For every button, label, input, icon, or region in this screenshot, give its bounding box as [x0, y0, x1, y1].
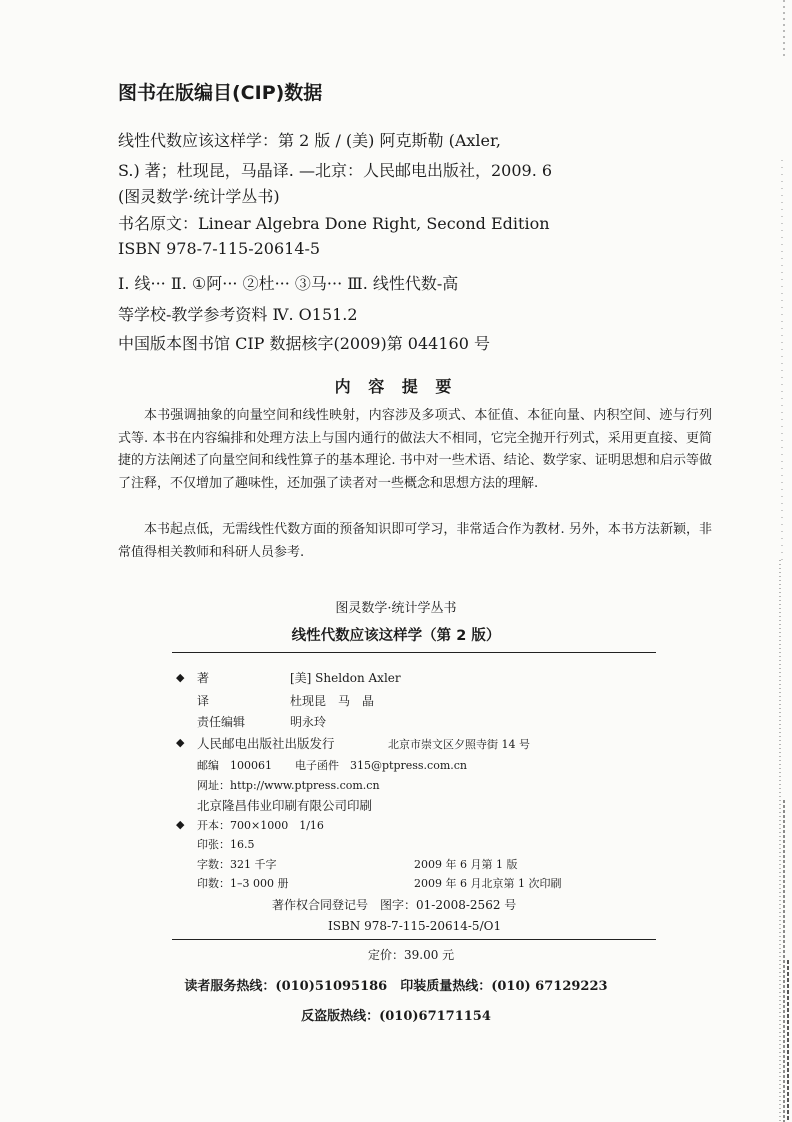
cip-line-4: 书名原文：Linear Algebra Done Right, Second Edition — [118, 214, 550, 233]
bullet-icon: ◆ — [176, 818, 185, 831]
bullet-icon: ◆ — [176, 736, 185, 749]
cip-line-3: (图灵数学·统计学丛书) — [118, 187, 280, 206]
cip-line-5: ISBN 978-7-115-20614-5 — [118, 239, 321, 258]
translator-label: 译 — [197, 694, 210, 708]
cip-line-8: 中国版本图书馆 CIP 数据核字(2009)第 044160 号 — [118, 334, 490, 353]
word-count: 字数：321 千字 — [197, 858, 277, 871]
book-title: 线性代数应该这样学（第 2 版） — [291, 628, 501, 644]
bottom-rule — [172, 939, 656, 940]
edition-date: 2009 年 6 月第 1 版 — [414, 858, 518, 871]
translator-value: 杜现昆 马 晶 — [290, 694, 375, 708]
printer: 北京隆昌伟业印刷有限公司印刷 — [197, 798, 373, 813]
cip-line-6: Ⅰ. 线··· Ⅱ. ①阿··· ②杜··· ③马··· Ⅲ. 线性代数-高 — [118, 274, 459, 293]
bullet-icon: ◆ — [176, 671, 185, 684]
top-rule — [172, 652, 656, 653]
postcode: 邮编 100061 — [197, 759, 272, 772]
cip-line-7: 等学校-教学参考资料 Ⅳ. O151.2 — [118, 305, 358, 324]
printing-date: 2009 年 6 月北京第 1 次印刷 — [414, 877, 562, 890]
copyright-registration: 著作权合同登记号 图字：01-2008-2562 号 — [272, 898, 517, 912]
book-format: 开本：700×1000 1/16 — [197, 819, 324, 832]
summary-title: 内 容 提 要 — [334, 377, 458, 396]
price: 定价：39.00 元 — [368, 948, 455, 962]
cip-line-1: 线性代数应该这样学：第 2 版 / (美) 阿克斯勒 (Axler, — [118, 131, 501, 150]
isbn-full: ISBN 978-7-115-20614-5/O1 — [328, 919, 502, 933]
publisher: 人民邮电出版社出版发行 — [197, 736, 335, 751]
publisher-address: 北京市崇文区夕照寺街 14 号 — [388, 738, 530, 751]
email: 电子函件 315@ptpress.com.cn — [295, 759, 468, 772]
scan-edge-marks — [752, 0, 792, 1122]
series-name: 图灵数学·统计学丛书 — [335, 601, 457, 616]
summary-paragraph-1: 本书强调抽象的向量空间和线性映射，内容涉及多项式、本征值、本征向量、内积空间、迹与行列式等. 本书在内容编排和处理方法上与国内通行的做法大不相同，它完全抛开行列式，采用更直接、更简捷的方法阐述了向量空间和线性算子的基本理论. 书中对一些术语、结论、数学家、证明思想和启示等做了注释，不仅增加了趣味性，还加强了读者对一些概念和思想方法的理解. — [118, 408, 712, 491]
editor-label: 责任编辑 — [197, 715, 246, 729]
cip-title: 图书在版编目(CIP)数据 — [118, 82, 323, 104]
website: 网址：http://www.ptpress.com.cn — [197, 779, 380, 792]
author-value: [美] Sheldon Axler — [290, 671, 401, 685]
service-hotlines: 读者服务热线：(010)51095186 印装质量热线：(010) 67129223 — [184, 979, 608, 994]
print-run: 印数：1–3 000 册 — [197, 877, 289, 890]
summary-paragraph-2: 本书起点低，无需线性代数方面的预备知识即可学习，非常适合作为教材. 另外，本书方法新颖，非常值得相关教师和科研人员参考. — [118, 522, 712, 560]
printed-sheets: 印张：16.5 — [197, 838, 255, 851]
cip-line-2: S.) 著；杜现昆，马晶译. —北京：人民邮电出版社，2009. 6 — [118, 161, 553, 180]
editor-value: 明永玲 — [290, 715, 327, 729]
author-label: 著 — [197, 671, 210, 685]
anti-piracy-hotline: 反盗版热线：(010)67171154 — [301, 1009, 491, 1024]
